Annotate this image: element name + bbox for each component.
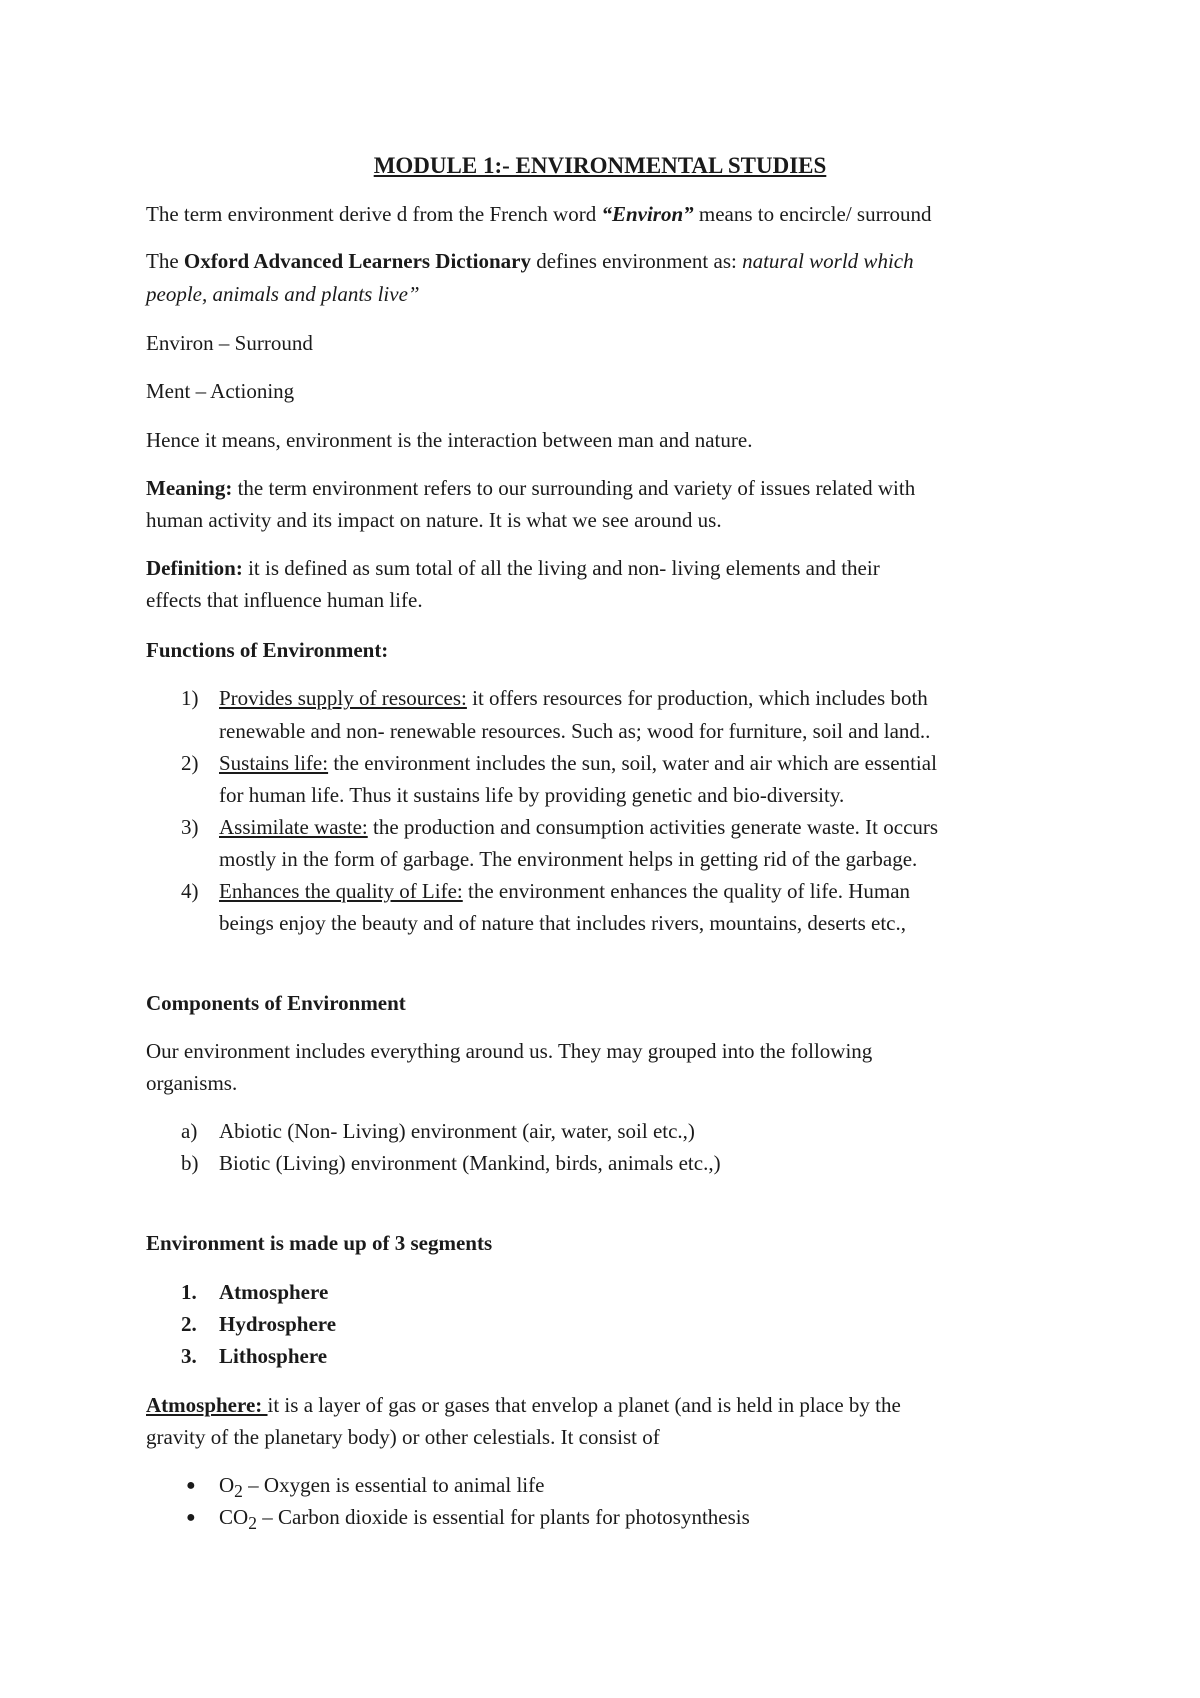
list-item-cont: mostly in the form of garbage. The environment helps in getting rid of the garbage. — [219, 847, 918, 871]
environ-word: “Environ” — [601, 202, 694, 226]
environ-line: Environ – Surround — [146, 331, 313, 355]
list-number: 4) — [181, 879, 199, 903]
intro-text-end: means to encircle/ surround — [693, 202, 932, 226]
list-item — [219, 688, 928, 709]
meaning-text: the term environment refers to our surrounding and variety of issues related with — [232, 476, 916, 500]
intro-text: The term environment derive d from the French word — [146, 202, 602, 226]
meaning-text-cont: human activity and its impact on nature. It is what we see around us. — [146, 508, 722, 532]
components-text: Our environment includes everything around us. They may grouped into the following — [146, 1039, 873, 1063]
list-item: Lithosphere — [219, 1344, 328, 1368]
list-item: Hydrosphere — [219, 1312, 337, 1336]
list-item-cont: renewable and non- renewable resources. Such as; wood for furniture, soil and land.. — [219, 719, 931, 743]
list-item-title: Assimilate waste: — [219, 815, 368, 839]
meaning-label: Meaning: — [146, 476, 233, 500]
chem-formula: O — [219, 1473, 235, 1497]
bullet-text: – Oxygen is essential to animal life — [242, 1473, 545, 1497]
bullet-icon: ● — [186, 1477, 196, 1494]
components-heading: Components of Environment — [146, 991, 406, 1015]
list-item-title: Enhances the quality of Life: — [219, 879, 463, 903]
dictionary-name: Oxford Advanced Learners Dictionary — [183, 249, 531, 273]
list-item-text: the environment enhances the quality of life. Human — [462, 879, 911, 903]
components-text-cont: organisms. — [146, 1071, 238, 1095]
oxford-text: The — [146, 249, 184, 273]
list-item — [219, 753, 937, 774]
oxford-quote-cont: people, animals and plants live” — [146, 282, 420, 306]
list-number: 2. — [181, 1312, 197, 1336]
list-item — [219, 881, 910, 902]
bullet-text: – Carbon dioxide is essential for plants for photosynthesis — [256, 1505, 750, 1529]
intro-paragraph — [146, 204, 932, 225]
functions-heading: Functions of Environment: — [146, 638, 389, 662]
formula-subscript: 2 — [234, 1481, 243, 1502]
atmosphere-text-cont: gravity of the planetary body) or other celestials. It consist of — [146, 1425, 660, 1449]
bullet-item — [219, 1475, 544, 1501]
list-item-title: Sustains life: — [219, 751, 329, 775]
ment-line: Ment – Actioning — [146, 379, 295, 403]
atmosphere-label: Atmosphere: — [146, 1393, 268, 1417]
list-item-cont: beings enjoy the beauty and of nature that includes rivers, mountains, deserts etc., — [219, 911, 906, 935]
segments-heading: Environment is made up of 3 segments — [146, 1231, 493, 1255]
list-number: 2) — [181, 751, 199, 775]
list-item-title: Provides supply of resources: — [219, 686, 467, 710]
atmosphere-paragraph — [146, 1395, 901, 1416]
list-item-text: the environment includes the sun, soil, water and air which are essential — [328, 751, 937, 775]
oxford-paragraph — [146, 251, 914, 272]
list-letter: b) — [181, 1151, 199, 1175]
oxford-text-mid: defines environment as: — [530, 249, 743, 273]
list-number: 1) — [181, 686, 199, 710]
list-item: Atmosphere — [219, 1280, 329, 1304]
oxford-quote: natural world which — [742, 249, 914, 273]
list-number: 1. — [181, 1280, 197, 1304]
definition-text: it is defined as sum total of all the living and non- living elements and their — [242, 556, 880, 580]
formula-subscript: 2 — [248, 1513, 257, 1534]
list-item: Biotic (Living) environment (Mankind, birds, animals etc.,) — [219, 1151, 721, 1175]
definition-label: Definition: — [146, 556, 243, 580]
definition-text-cont: effects that influence human life. — [146, 588, 423, 612]
atmosphere-text: it is a layer of gas or gases that envelop a planet (and is held in place by the — [267, 1393, 901, 1417]
list-item — [219, 817, 938, 838]
bullet-icon: ● — [186, 1509, 196, 1526]
list-item-text: it offers resources for production, which includes both — [466, 686, 928, 710]
chem-formula: CO — [219, 1505, 249, 1529]
list-number: 3) — [181, 815, 199, 839]
definition-paragraph — [146, 558, 880, 579]
meaning-paragraph — [146, 478, 915, 499]
list-number: 3. — [181, 1344, 197, 1368]
bullet-item — [219, 1507, 750, 1533]
page-title: MODULE 1:- ENVIRONMENTAL STUDIES — [373, 153, 827, 178]
hence-line: Hence it means, environment is the interaction between man and nature. — [146, 428, 753, 452]
list-item: Abiotic (Non- Living) environment (air, water, soil etc.,) — [219, 1119, 695, 1143]
list-item-cont: for human life. Thus it sustains life by providing genetic and bio-diversity. — [219, 783, 845, 807]
list-letter: a) — [181, 1119, 198, 1143]
list-item-text: the production and consumption activities generate waste. It occurs — [367, 815, 939, 839]
